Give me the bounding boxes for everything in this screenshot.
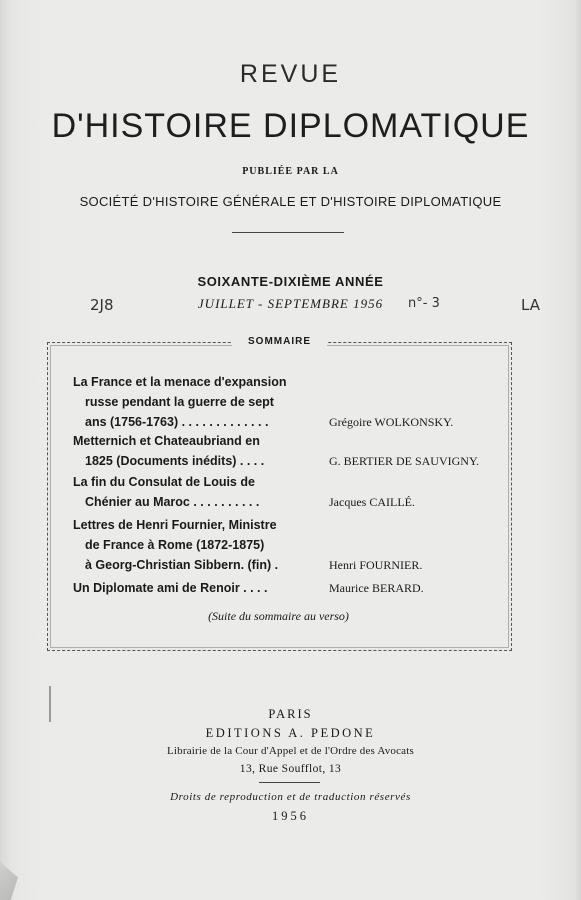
issue-date: JUILLET - SEPTEMBRE 1956 <box>197 296 384 311</box>
article-line: La France et la menace d'expansion <box>73 375 287 389</box>
publisher-address: 13, Rue Soufflot, 13 <box>239 763 342 775</box>
article-line: de France à Rome (1872-1875) <box>85 538 265 552</box>
revue-label: REVUE <box>239 60 342 88</box>
article-title <box>73 431 318 471</box>
publication-year: 1956 <box>272 809 309 823</box>
publisher-name: EDITIONS A. PEDONE <box>205 726 376 740</box>
article-title <box>73 372 318 432</box>
article-line: La fin du Consulat de Louis de <box>73 475 255 489</box>
publisher-city: PARIS <box>268 707 313 721</box>
article-line: ans (1756-1763) . . . . . . . . . . . . . <box>85 415 269 429</box>
article-line: Chénier au Maroc . . . . . . . . . . <box>85 495 260 509</box>
folded-corner <box>0 862 18 900</box>
handwritten-note-right: LA <box>521 296 540 314</box>
published-by-label: PUBLIÉE PAR LA <box>242 166 339 177</box>
article-author: Grégoire WOLKONSKY. <box>329 415 454 429</box>
article-author: Henri FOURNIER. <box>329 558 423 572</box>
article-author: Maurice BERARD. <box>329 581 424 595</box>
sommaire-heading: SOMMAIRE <box>232 336 327 347</box>
article-author: G. BERTIER DE SAUVIGNY. <box>329 454 480 468</box>
journal-title: D'HISTOIRE DIPLOMATIQUE <box>51 107 530 145</box>
article-title <box>73 515 318 575</box>
footer-divider <box>259 782 320 783</box>
handwritten-issue-number: n°- 3 <box>408 296 440 311</box>
article-line: à Georg-Christian Sibbern. (fin) . <box>85 558 279 572</box>
article-line: 1825 (Documents inédits) . . . . <box>85 454 265 468</box>
article-line: russe pendant la guerre de sept <box>85 395 274 409</box>
article-title <box>73 578 318 598</box>
article-line: Lettres de Henri Fournier, Ministre <box>73 518 277 532</box>
sommaire-continued-note: (Suite du sommaire au verso) <box>208 609 349 623</box>
handwritten-note-left: 2J8 <box>90 296 114 314</box>
rights-notice: Droits de reproduction et de traduction réservés <box>170 791 411 803</box>
article-line: Un Diplomate ami de Renoir . . . . <box>73 581 268 595</box>
publisher-description: Librairie de la Cour d'Appel et de l'Ordre des Avocats <box>166 745 414 757</box>
article-title <box>73 472 318 512</box>
article-line: Metternich et Chateaubriand en <box>73 434 260 448</box>
society-name: SOCIÉTÉ D'HISTOIRE GÉNÉRALE ET D'HISTOIRE DIPLOMATIQUE <box>79 194 502 209</box>
year-of-publication: SOIXANTE-DIXIÈME ANNÉE <box>197 274 384 289</box>
title-divider <box>232 232 344 233</box>
article-author: Jacques CAILLÉ. <box>329 495 415 509</box>
